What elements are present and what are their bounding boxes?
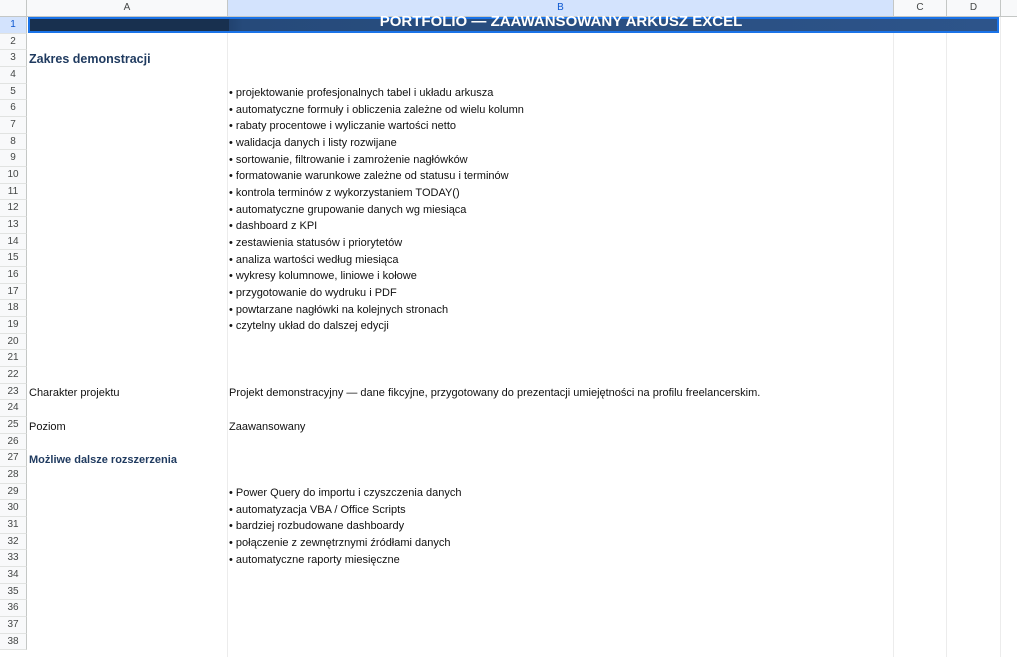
row-header[interactable]: 32 bbox=[0, 534, 27, 551]
level-value[interactable]: Zaawansowany bbox=[229, 420, 306, 433]
scope-item[interactable]: • formatowanie warunkowe zależne od statusu i terminów bbox=[229, 170, 509, 183]
row-header[interactable]: 29 bbox=[0, 484, 27, 501]
row-header[interactable]: 3 bbox=[0, 50, 27, 67]
row-header[interactable]: 4 bbox=[0, 67, 27, 84]
extension-item[interactable]: • połączenie z zewnętrznymi źródłami danych bbox=[229, 537, 451, 549]
scope-item[interactable]: • dashboard z KPI bbox=[229, 220, 318, 233]
row-header[interactable]: 28 bbox=[0, 467, 27, 484]
row-header[interactable]: 30 bbox=[0, 500, 27, 517]
row-header[interactable]: 21 bbox=[0, 350, 27, 367]
grid-line bbox=[893, 16, 894, 657]
character-value[interactable]: Projekt demonstracyjny — dane fikcyjne, przygotowany do prezentacji umiejętności na profilu freelancerskim. bbox=[229, 387, 761, 399]
row-header[interactable]: 1 bbox=[0, 17, 27, 34]
scope-item[interactable]: • analiza wartości według miesiąca bbox=[229, 253, 399, 266]
row-header[interactable]: 9 bbox=[0, 150, 27, 167]
scope-heading[interactable]: Zakres demonstracji bbox=[29, 52, 151, 66]
row-header[interactable]: 7 bbox=[0, 117, 27, 134]
scope-item[interactable]: • powtarzane nagłówki na kolejnych stronach bbox=[229, 303, 449, 316]
scope-item[interactable]: • wykresy kolumnowe, liniowe i kołowe bbox=[229, 270, 417, 283]
extension-item[interactable]: • automatyzacja VBA / Office Scripts bbox=[229, 503, 406, 516]
scope-item[interactable]: • projektowanie profesjonalnych tabel i układu arkusza bbox=[229, 87, 494, 99]
row-header[interactable]: 37 bbox=[0, 617, 27, 634]
scope-item[interactable]: • kontrola terminów z wykorzystaniem TODAY() bbox=[229, 187, 460, 199]
column-header-c[interactable]: C bbox=[894, 0, 947, 16]
row-header[interactable]: 34 bbox=[0, 567, 27, 584]
scope-item[interactable]: • rabaty procentowe i wyliczanie wartości netto bbox=[229, 120, 457, 133]
row-header[interactable]: 33 bbox=[0, 550, 27, 567]
grid-line bbox=[1000, 16, 1001, 657]
extension-item[interactable]: • automatyczne raporty miesięczne bbox=[229, 553, 400, 566]
scope-item[interactable]: • walidacja danych i listy rozwijane bbox=[229, 137, 397, 149]
row-header[interactable]: 17 bbox=[0, 284, 27, 301]
level-label[interactable]: Poziom bbox=[29, 420, 66, 433]
row-header[interactable]: 12 bbox=[0, 200, 27, 217]
row-header[interactable]: 24 bbox=[0, 400, 27, 417]
row-header[interactable]: 16 bbox=[0, 267, 27, 284]
column-header-a[interactable]: A bbox=[27, 0, 228, 16]
column-header-b[interactable]: B bbox=[228, 0, 894, 16]
row-header[interactable]: 26 bbox=[0, 434, 27, 451]
row-header[interactable]: 2 bbox=[0, 34, 27, 51]
scope-item[interactable]: • czytelny układ do dalszej edycji bbox=[229, 320, 389, 333]
column-header-d[interactable]: D bbox=[947, 0, 1001, 16]
row-header[interactable]: 15 bbox=[0, 250, 27, 267]
extensions-heading[interactable]: Możliwe dalsze rozszerzenia bbox=[29, 454, 177, 466]
extension-item[interactable]: • bardziej rozbudowane dashboardy bbox=[229, 520, 405, 533]
row-header[interactable]: 5 bbox=[0, 84, 27, 101]
row-header[interactable]: 35 bbox=[0, 584, 27, 601]
row-header[interactable]: 19 bbox=[0, 317, 27, 334]
row-header[interactable]: 22 bbox=[0, 367, 27, 384]
row-header[interactable]: 38 bbox=[0, 634, 27, 651]
row-header[interactable]: 36 bbox=[0, 600, 27, 617]
grid-line bbox=[227, 16, 228, 657]
select-all-corner[interactable] bbox=[0, 0, 27, 16]
row-header[interactable]: 27 bbox=[0, 450, 27, 467]
scope-item[interactable]: • automatyczne formuły i obliczenia zależne od wielu kolumn bbox=[229, 103, 524, 116]
character-label[interactable]: Charakter projektu bbox=[29, 387, 120, 399]
row-header[interactable]: 6 bbox=[0, 100, 27, 117]
page-title: PORTFOLIO — ZAAWANSOWANY ARKUSZ EXCEL bbox=[379, 13, 743, 30]
scope-item[interactable]: • automatyczne grupowanie danych wg miesiąca bbox=[229, 203, 467, 216]
row-header[interactable]: 20 bbox=[0, 334, 27, 351]
row-header[interactable]: 18 bbox=[0, 300, 27, 317]
row-header[interactable]: 8 bbox=[0, 134, 27, 151]
row-header[interactable]: 10 bbox=[0, 167, 27, 184]
scope-item[interactable]: • przygotowanie do wydruku i PDF bbox=[229, 287, 397, 299]
grid-line bbox=[946, 16, 947, 657]
scope-item[interactable]: • zestawienia statusów i priorytetów bbox=[229, 237, 403, 249]
row-header[interactable]: 25 bbox=[0, 417, 27, 434]
row-header[interactable]: 11 bbox=[0, 184, 27, 201]
row-header[interactable]: 23 bbox=[0, 384, 27, 401]
scope-item[interactable]: • sortowanie, filtrowanie i zamrożenie nagłówków bbox=[229, 153, 468, 166]
row-header[interactable]: 31 bbox=[0, 517, 27, 534]
row-header[interactable]: 14 bbox=[0, 234, 27, 251]
extension-item[interactable]: • Power Query do importu i czyszczenia danych bbox=[229, 487, 462, 499]
row-header[interactable]: 13 bbox=[0, 217, 27, 234]
title-banner-left-block bbox=[30, 19, 229, 31]
